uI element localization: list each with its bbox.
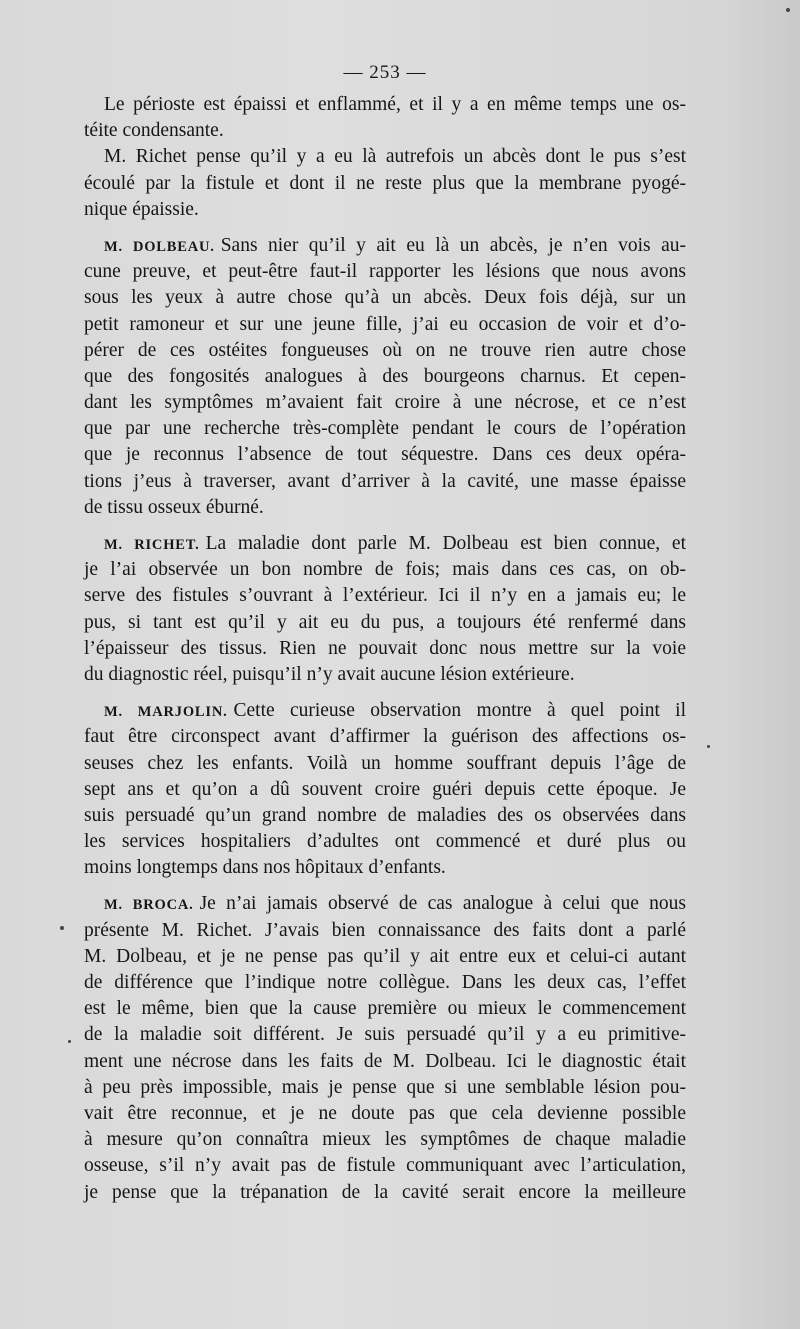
- text-line: [84, 144, 686, 170]
- line-text: sept ans et qu’on a dû souvent croire guéri depuis cette époque. Je: [84, 778, 686, 800]
- paragraph: [84, 92, 686, 144]
- text-line: [84, 118, 686, 144]
- text-line: [84, 1127, 686, 1153]
- line-text: à mesure qu’on connaîtra mieux les symptômes de chaque maladie: [84, 1129, 686, 1151]
- paragraph: [84, 891, 686, 1205]
- line-text: Cette curieuse observation montre à quel point il: [233, 700, 686, 722]
- text-line: [84, 1075, 686, 1101]
- text-line: [84, 1180, 686, 1206]
- text-line: [84, 1153, 686, 1179]
- line-text: nique épaissie.: [84, 198, 199, 220]
- text-line: [84, 829, 686, 855]
- line-text: de différence que l’indique notre collègue. Dans les deux cas, l’effet: [84, 972, 686, 993]
- paragraph: [84, 531, 686, 688]
- text-line: [84, 364, 686, 390]
- line-text: seuses chez les enfants. Voilà un homme souffrant depuis l’âge de: [84, 752, 686, 774]
- line-text: Je n’ai jamais observé de cas analogue à celui que nous: [199, 893, 686, 915]
- line-text: de la maladie soit différent. Je suis persuadé qu’il y a eu primitive-: [84, 1024, 686, 1046]
- line-text: M. Dolbeau, et je ne pense pas qu’il y ait entre eux et celui-ci autant: [84, 945, 686, 967]
- line-text: du diagnostic réel, puisqu’il n’y avait aucune lésion extérieure.: [84, 663, 575, 685]
- text-line: [84, 531, 686, 557]
- body-text: [84, 92, 686, 1206]
- line-text: pérer de ces ostéites fongueuses où on ne trouve rien autre chose: [84, 339, 686, 361]
- text-line: [84, 197, 686, 223]
- text-line: [84, 724, 686, 750]
- text-line: [84, 92, 686, 118]
- text-line: [84, 996, 686, 1022]
- text-line: [84, 338, 686, 364]
- speaker-name: M. RICHET.: [104, 537, 200, 553]
- text-line: [84, 233, 686, 259]
- text-line: [84, 583, 686, 609]
- line-text: faut être circonspect avant d’affirmer la guérison des affections os-: [84, 726, 686, 748]
- line-text: serve des fistules s’ouvrant à l’extérieur. Ici il n’y en a jamais eu; le: [84, 585, 686, 607]
- text-line: [84, 970, 686, 996]
- line-text: je pense que la trépanation de la cavité serait encore la meilleure: [84, 1181, 686, 1203]
- text-line: [84, 777, 686, 803]
- line-text: M. Richet pense qu’il y a eu là autrefois un abcès dont le pus s’est: [104, 146, 686, 168]
- text-line: [84, 1049, 686, 1075]
- text-line: [84, 416, 686, 442]
- text-line: [84, 442, 686, 468]
- line-text: dant les symptômes m’avaient fait croire à une nécrose, et ce n’est: [84, 392, 686, 414]
- text-line: [84, 495, 686, 521]
- line-text: que je reconnus l’absence de tout séquestre. Dans ces deux opéra-: [84, 444, 686, 466]
- paragraph: [84, 233, 686, 521]
- text-line: [84, 891, 686, 917]
- line-text: sous les yeux à autre chose qu’à un abcès. Deux fois déjà, sur un: [84, 287, 686, 309]
- text-line: [84, 390, 686, 416]
- line-text: les services hospitaliers d’adultes ont commencé et duré plus ou: [84, 831, 686, 853]
- paragraph: [84, 698, 686, 881]
- line-text: La maladie dont parle M. Dolbeau est bien connue, et: [205, 533, 686, 554]
- line-text: Sans nier qu’il y ait eu là un abcès, je n’en vois au-: [220, 234, 686, 256]
- line-text: tions j’eus à traverser, avant d’arriver à la cavité, une masse épaisse: [84, 470, 686, 492]
- text-line: [84, 1101, 686, 1127]
- text-line: [84, 751, 686, 777]
- text-line: [84, 610, 686, 636]
- scan-speck: [707, 745, 710, 748]
- line-text: moins longtemps dans nos hôpitaux d’enfants.: [84, 857, 446, 879]
- line-text: pus, si tant est qu’il y ait eu du pus, a toujours été renfermé dans: [84, 611, 686, 633]
- scan-speck: [68, 1040, 71, 1043]
- line-text: est le même, bien que la cause première ou mieux le commencement: [84, 998, 686, 1020]
- text-line: [84, 312, 686, 338]
- line-text: osseuse, s’il n’y avait pas de fistule communiquant avec l’articulation,: [84, 1155, 686, 1177]
- line-text: téite condensante.: [84, 120, 224, 142]
- line-text: présente M. Richet. J’avais bien connaissance des faits dont a parlé: [84, 919, 686, 941]
- speaker-name: M. BROCA.: [104, 897, 194, 914]
- speaker-name: M. DOLBEAU.: [104, 238, 215, 255]
- line-text: Le périoste est épaissi et enflammé, et il y a en même temps une os-: [104, 94, 686, 115]
- line-text: petit ramoneur et sur une jeune fille, j’ai eu occasion de voir et d’o-: [84, 313, 686, 335]
- line-text: suis persuadé qu’un grand nombre de maladies des os observées dans: [84, 804, 686, 826]
- line-text: que par une recherche très-complète pendant le cours de l’opération: [84, 418, 686, 440]
- scan-speck: [786, 8, 790, 12]
- text-line: [84, 1022, 686, 1048]
- line-text: l’épaisseur des tissus. Rien ne pouvait donc nous mettre sur la voie: [84, 637, 686, 659]
- text-line: [84, 636, 686, 662]
- text-line: [84, 698, 686, 724]
- text-line: [84, 918, 686, 944]
- text-line: [84, 469, 686, 495]
- line-text: à peu près impossible, mais je pense que si une semblable lésion pou-: [84, 1076, 686, 1098]
- text-line: [84, 557, 686, 583]
- line-text: je l’ai observée un bon nombre de fois; mais dans ces cas, on ob-: [84, 559, 686, 581]
- page-number: — 253 —: [343, 62, 427, 83]
- text-line: [84, 259, 686, 285]
- line-text: de tissu osseux éburné.: [84, 496, 264, 518]
- text-line: [84, 855, 686, 881]
- text-line: [84, 944, 686, 970]
- paragraph: [84, 144, 686, 223]
- text-line: [84, 803, 686, 829]
- scan-speck: [60, 926, 64, 930]
- text-line: [84, 171, 686, 197]
- line-text: vait être reconnue, et je ne doute pas que cela devienne possible: [84, 1102, 686, 1124]
- text-line: [84, 285, 686, 311]
- line-text: cune preuve, et peut-être faut-il rapporter les lésions que nous avons: [84, 261, 686, 283]
- line-text: ment une nécrose dans les faits de M. Dolbeau. Ici le diagnostic était: [84, 1050, 686, 1072]
- line-text: écoulé par la fistule et dont il ne reste plus que la membrane pyogé-: [84, 172, 686, 194]
- speaker-name: M. MARJOLIN.: [104, 704, 228, 721]
- line-text: que des fongosités analogues à des bourgeons charnus. Et cepen-: [84, 365, 686, 387]
- text-line: [84, 662, 686, 688]
